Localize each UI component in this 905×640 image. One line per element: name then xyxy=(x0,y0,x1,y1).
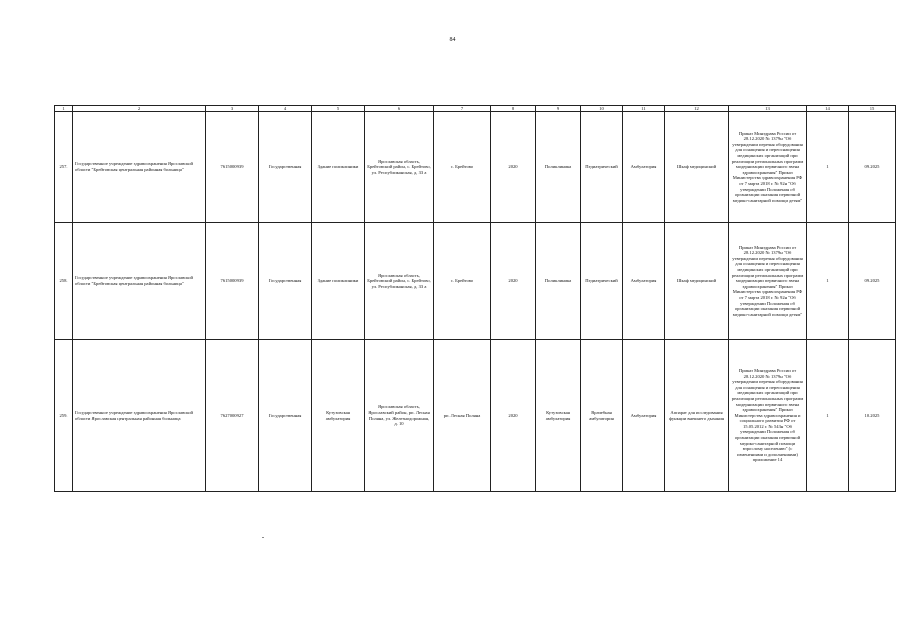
quantity: 1 xyxy=(807,112,849,223)
address: Ярославская область, Брейтовский район, с. Брейтово, ул. Республиканская, д. 33 а xyxy=(365,223,434,340)
organization-name: Государственное учреждение здравоохранения Ярославской области "Брейтовская центральная районная больница" xyxy=(73,223,206,340)
column-number: 1 xyxy=(55,106,73,112)
locality: с. Брейтово xyxy=(434,223,491,340)
equipment: Шкаф медицинский xyxy=(665,112,729,223)
column-number: 4 xyxy=(259,106,312,112)
column-number: 2 xyxy=(73,106,206,112)
column-number: 3 xyxy=(206,106,259,112)
ownership-form: Государственная xyxy=(259,112,312,223)
row-number: 258. xyxy=(55,223,73,340)
table-row xyxy=(55,223,896,340)
column-number: 7 xyxy=(434,106,491,112)
date: 09.2025 xyxy=(849,112,896,223)
row-number: 259. xyxy=(55,340,73,492)
department: Врачебная амбулатория xyxy=(581,340,623,492)
page-number: 84 xyxy=(449,37,456,43)
equipment: Шкаф медицинский xyxy=(665,223,729,340)
unit: Поликлиника xyxy=(536,112,581,223)
column-number: 14 xyxy=(807,106,849,112)
room: Амбулатория xyxy=(623,112,665,223)
organization-name: Государственное учреждение здравоохранения Ярославской области "Брейтовская центральная районная больница" xyxy=(73,112,206,223)
locality: рп. Лесная Поляна xyxy=(434,340,491,492)
legal-basis: Приказ Минздрава России от 28.12.2020 № 1379н "Об утверждении перечня оборудования для оснащения и переоснащения медицинских организаций при реализации региональных программ модернизации первичного звена здравоохранения" Приказ Министерства здравоохранения РФ от 7 марта 2018 г. № 92н "Об утверждении Положения об организации оказания первичной медико-санитарной помощи детям" xyxy=(729,223,807,340)
column-number: 11 xyxy=(623,106,665,112)
table-row xyxy=(55,340,896,492)
department: Педиатрический xyxy=(581,112,623,223)
scan-speck xyxy=(262,537,264,538)
column-number: 5 xyxy=(312,106,365,112)
year: 2020 xyxy=(491,112,536,223)
quantity: 1 xyxy=(807,340,849,492)
building-name: Здание поликлиники xyxy=(312,223,365,340)
organization-name: Государственное учреждение здравоохранения Ярославской области Ярославская центральная районная больница xyxy=(73,340,206,492)
unit: Поликлиника xyxy=(536,223,581,340)
year: 2020 xyxy=(491,340,536,492)
address: Ярославская область, Ярославский район, рп. Лесная Поляна, ул. Железнодорожная, д. 10 xyxy=(365,340,434,492)
inn: 7627000927 xyxy=(206,340,259,492)
quantity: 1 xyxy=(807,223,849,340)
unit: Кутузовская амбулатория xyxy=(536,340,581,492)
row-number: 257. xyxy=(55,112,73,223)
column-number: 6 xyxy=(365,106,434,112)
locality: с. Брейтово xyxy=(434,112,491,223)
year: 2020 xyxy=(491,223,536,340)
column-number: 9 xyxy=(536,106,581,112)
date: 10.2025 xyxy=(849,340,896,492)
ownership-form: Государственная xyxy=(259,223,312,340)
building-name: Кутузовская амбулатория xyxy=(312,340,365,492)
column-number: 15 xyxy=(849,106,896,112)
equipment: Аппарат для исследования функции внешнего дыхания xyxy=(665,340,729,492)
department: Педиатрический xyxy=(581,223,623,340)
legal-basis: Приказ Минздрава России от 28.12.2020 № 1379н "Об утверждении перечня оборудования для оснащения и переоснащения медицинских организаций при реализации региональных программ модернизации первичного звена здравоохранения" Приказ Министерства здравоохранения и социального развития РФ от 15.05.2012 г. № 543н "Об утверждении Положения об организации оказания первичной медико-санитарной помощи взрослому населению" (с изменениями и дополнениями) приложение 14 xyxy=(729,340,807,492)
column-number: 8 xyxy=(491,106,536,112)
room: Амбулатория xyxy=(623,340,665,492)
room: Амбулатория xyxy=(623,223,665,340)
inn: 7615000939 xyxy=(206,112,259,223)
address: Ярославская область, Брейтовский район, с. Брейтово, ул. Республиканская, д. 33 а xyxy=(365,112,434,223)
legal-basis: Приказ Минздрава России от 28.12.2020 № 1379н "Об утверждении перечня оборудования для оснащения и переоснащения медицинских организаций при реализации региональных программ модернизации первичного звена здравоохранения" Приказ Министерства здравоохранения РФ от 7 марта 2018 г. № 92н "Об утверждении Положения об организации оказания первичной медико-санитарной помощи детям" xyxy=(729,112,807,223)
equipment-table xyxy=(54,105,896,492)
inn: 7615000939 xyxy=(206,223,259,340)
building-name: Здание поликлиники xyxy=(312,112,365,223)
column-number: 10 xyxy=(581,106,623,112)
column-number: 12 xyxy=(665,106,729,112)
column-number: 13 xyxy=(729,106,807,112)
date: 09.2025 xyxy=(849,223,896,340)
table-row xyxy=(55,112,896,223)
ownership-form: Государственная xyxy=(259,340,312,492)
